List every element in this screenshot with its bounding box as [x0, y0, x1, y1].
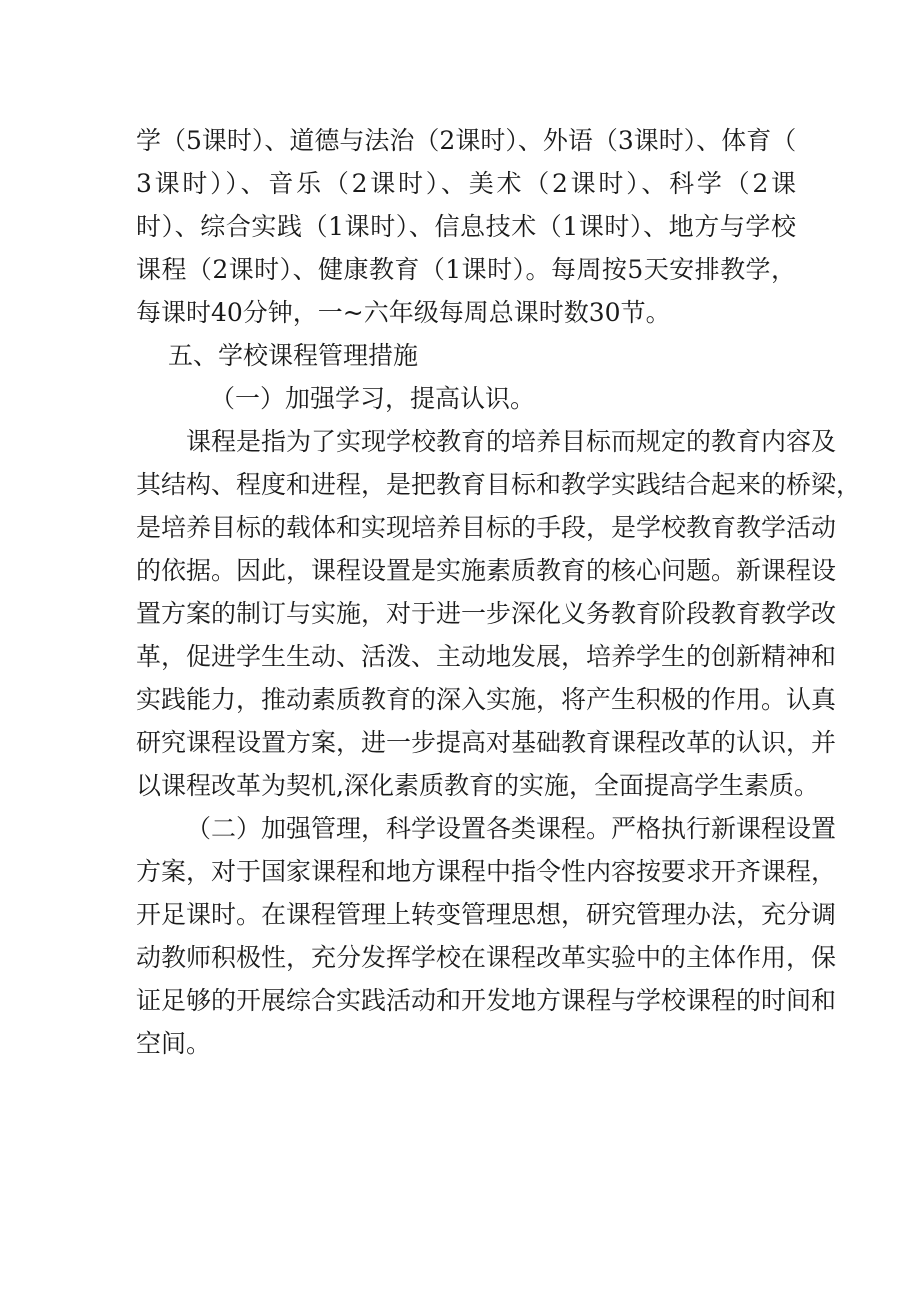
paragraph-2-line-3: 开足课时。在课程管理上转变管理思想，研究管理办法，充分调 [136, 900, 837, 929]
continuation-line-2: 3课时））、音乐（2课时）、美术（2课时）、科学（2课 [136, 169, 796, 198]
section-heading: 五、学校课程管理措施 [168, 341, 419, 370]
paragraph-2-line-5: 证足够的开展综合实践活动和开发地方课程与学校课程的时间和 [136, 986, 837, 1015]
continuation-line-5: 每课时40分钟，一~六年级每周总课时数30节。 [136, 298, 671, 327]
paragraph-1-line-4: 的依据。因此，课程设置是实施素质教育的核心问题。新课程设 [136, 556, 837, 585]
paragraph-1-line-6: 革，促进学生生动、活泼、主动地发展，培养学生的创新精神和 [136, 642, 837, 671]
paragraph-2-line-2: 方案，对于国家课程和地方课程中指令性内容按要求开齐课程， [136, 857, 837, 886]
continuation-line-4: 课程（2课时）、健康教育（1课时）。每周按5天安排教学， [136, 255, 796, 284]
paragraph-1-line-7: 实践能力，推动素质教育的深入实施，将产生积极的作用。认真 [136, 685, 837, 714]
paragraph-1-line-8: 研究课程设置方案，进一步提高对基础教育课程改革的认识，并 [136, 728, 837, 757]
paragraph-2-line-6: 空间。 [136, 1029, 212, 1058]
subheading-1: （一）加强学习，提高认识。 [210, 384, 536, 413]
paragraph-1-line-9: 以课程改革为契机,深化素质教育的实施，全面提高学生素质。 [136, 771, 819, 800]
paragraph-2-line-4: 动教师积极性，充分发挥学校在课程改革实验中的主体作用，保 [136, 943, 837, 972]
paragraph-1-line-2: 其结构、程度和进程，是把教育目标和教学实践结合起来的桥梁， [136, 470, 862, 499]
continuation-line-1: 学（5课时）、道德与法治（2课时）、外语（3课时）、体育（ [136, 126, 797, 155]
paragraph-1-line-5: 置方案的制订与实施，对于进一步深化义务教育阶段教育教学改 [136, 599, 837, 628]
paragraph-1-line-1: 课程是指为了实现学校教育的培养目标而规定的教育内容及 [186, 427, 837, 456]
paragraph-2-line-1: （二）加强管理，科学设置各类课程。严格执行新课程设置 [186, 814, 837, 843]
continuation-line-3: 时）、综合实践（1课时）、信息技术（1课时）、地方与学校 [136, 212, 796, 241]
paragraph-1-line-3: 是培养目标的载体和实现培养目标的手段，是学校教育教学活动 [136, 513, 837, 542]
